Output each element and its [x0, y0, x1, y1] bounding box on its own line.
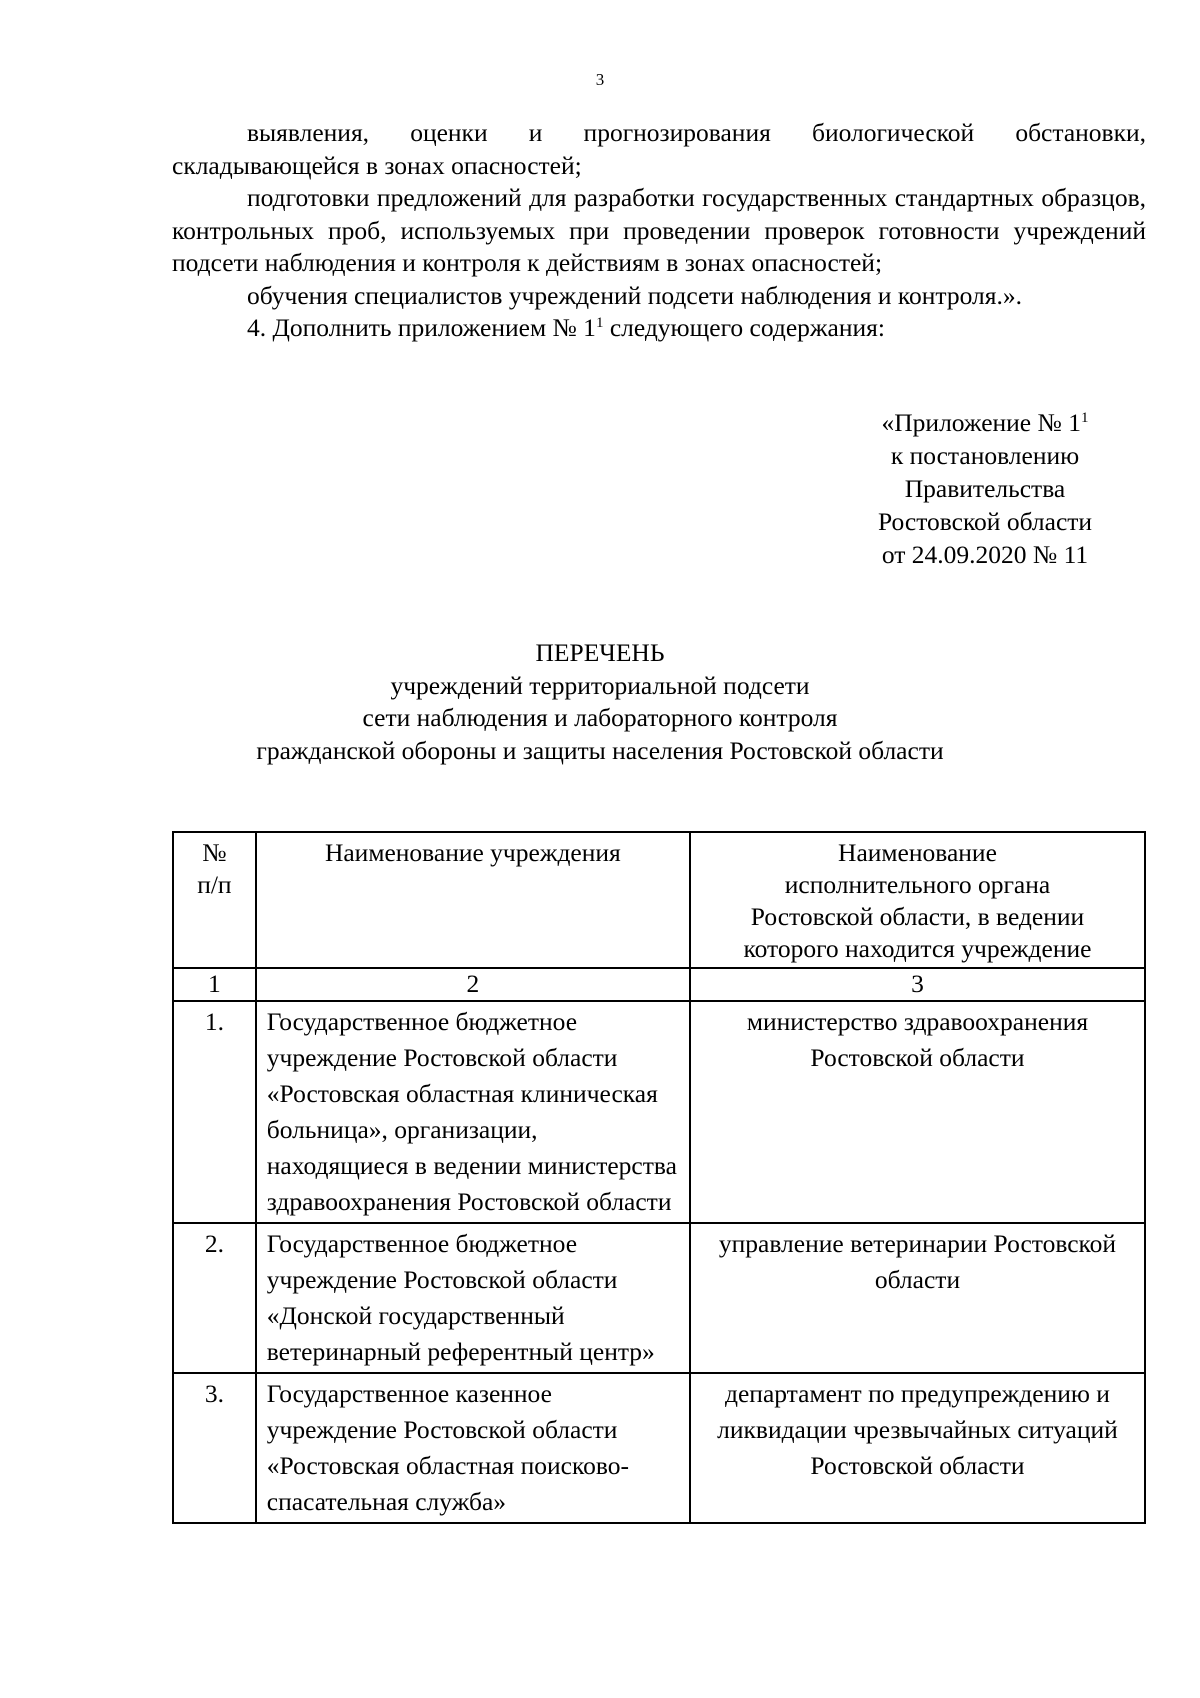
column-number: 1 [173, 968, 256, 1001]
appendix-line-1 [840, 406, 1130, 439]
row-number: 2. [173, 1223, 256, 1373]
executive-body-name: министерство здравоохранения Ростовской области [690, 1001, 1145, 1223]
appendix-title: «Приложение № 1 [881, 408, 1081, 437]
institution-name: Государственное бюджетное учреждение Ростовской области «Ростовская областная клиническая больница», организации, находящиеся в ведении министерства здравоохранения Ростовской области [256, 1001, 690, 1223]
header-institution: Наименование учреждения [256, 832, 690, 968]
list-title [0, 637, 1200, 767]
table-header-row [173, 832, 1145, 968]
paragraph-1: выявления, оценки и прогнозирования биологической обстановки, складывающейся в зонах опасностей; [172, 118, 1146, 180]
appendix-line-5: от 24.09.2020 № 11 [881, 540, 1089, 569]
table-row [173, 1001, 1145, 1223]
title-line-2: сети наблюдения и лабораторного контроля [362, 703, 838, 732]
appendix-line-2: к постановлению [890, 441, 1080, 470]
executive-body-name: департамент по предупреждению и ликвидации чрезвычайных ситуаций Ростовской области [690, 1373, 1145, 1523]
institutions-table [172, 831, 1146, 1524]
paragraph-4-text: 4. Дополнить приложением № 1 [247, 313, 596, 342]
column-number: 2 [256, 968, 690, 1001]
title-line-1: учреждений территориальной подсети [390, 670, 810, 700]
row-number: 3. [173, 1373, 256, 1523]
header-executive-body: Наименование исполнительного органа Ростовской области, в ведении которого находится учреждение [690, 832, 1145, 968]
executive-body-name: управление ветеринарии Ростовской области [690, 1223, 1145, 1373]
title-heading: ПЕРЕЧЕНЬ [535, 638, 665, 667]
paragraph-4 [172, 312, 1146, 345]
title-line-3: гражданской обороны и защиты населения Ростовской области [256, 735, 944, 765]
paragraph-4-superscript: 1 [595, 315, 604, 331]
row-number: 1. [173, 1001, 256, 1223]
table-row [173, 1223, 1145, 1373]
body-text [172, 117, 1146, 345]
appendix-reference [840, 406, 1130, 571]
paragraph-4-tail: следующего содержания: [603, 313, 885, 342]
institution-name: Государственное бюджетное учреждение Ростовской области «Донской государственный ветеринарный референтный центр» [256, 1223, 690, 1373]
column-number: 3 [690, 968, 1145, 1001]
appendix-line-4: Ростовской области [877, 507, 1093, 536]
appendix-superscript: 1 [1080, 410, 1089, 426]
header-number: № п/п [173, 832, 256, 968]
appendix-line-3: Правительства [904, 474, 1066, 503]
column-number-row [173, 968, 1145, 1001]
paragraph-2: подготовки предложений для разработки государственных стандартных образцов, контрольных проб, используемых при проведении проверок готовности учреждений подсети наблюдения и контроля к действиям в зонах опасностей; [172, 183, 1146, 277]
page-number: 3 [595, 70, 605, 89]
institution-name: Государственное казенное учреждение Ростовской области «Ростовская областная поисково-спасательная служба» [256, 1373, 690, 1523]
table-row [173, 1373, 1145, 1523]
paragraph-3: обучения специалистов учреждений подсети наблюдения и контроля.». [247, 280, 1022, 310]
